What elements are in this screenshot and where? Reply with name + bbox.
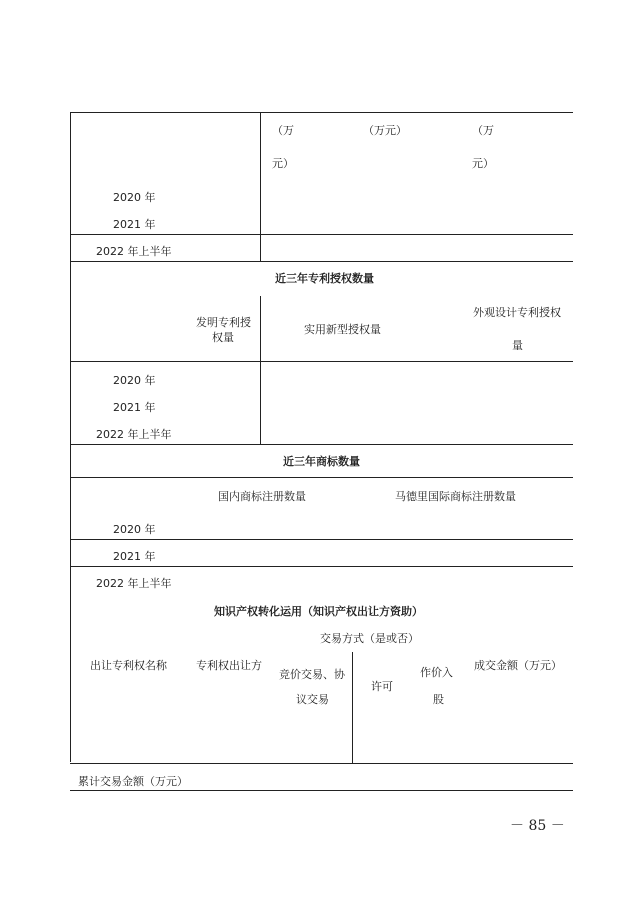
year-label: 2021 年 (113, 218, 156, 231)
row-divider (70, 477, 573, 478)
total-amount-label: 累计交易金额（万元） (78, 775, 188, 788)
table-bottom-border (70, 790, 573, 791)
row-divider (70, 444, 573, 445)
trade-mode-subtitle: 交易方式（是或否） (320, 632, 419, 645)
unit-label-wan: （万 (272, 124, 294, 137)
col-header-amount: 成交金额（万元） (474, 659, 562, 672)
unit-label-yuan: 元） (472, 157, 494, 170)
year-label: 2022 年上半年 (96, 428, 172, 441)
column-divider (352, 652, 353, 763)
row-divider (70, 361, 573, 362)
col-header-design: 量 (512, 339, 523, 352)
col-header-bidding: 竞价交易、协 (279, 668, 345, 681)
unit-label-yuan: 元） (272, 157, 294, 170)
col-header-patent-name: 出让专利权名称 (90, 659, 167, 672)
col-header-equity: 股 (433, 693, 444, 706)
col-header-equity: 作价入 (420, 666, 453, 679)
col-header-domestic: 国内商标注册数量 (218, 490, 306, 503)
col-header-utility: 实用新型授权量 (304, 323, 381, 336)
year-label: 2021 年 (113, 401, 156, 414)
unit-label-wanyuan: （万元） (363, 124, 407, 137)
col-header-madrid: 马德里国际商标注册数量 (395, 490, 516, 503)
year-label: 2021 年 (113, 550, 156, 563)
year-label: 2022 年上半年 (96, 577, 172, 590)
section-title-trademarks: 近三年商标数量 (283, 455, 360, 468)
year-label: 2020 年 (113, 191, 156, 204)
col-header-invention: 发明专利授 (196, 316, 251, 329)
row-divider (70, 539, 573, 540)
col-header-license: 许可 (371, 680, 393, 693)
column-divider (260, 112, 261, 261)
col-header-transferor: 专利权出让方 (196, 659, 262, 672)
year-label: 2020 年 (113, 374, 156, 387)
row-divider (70, 234, 573, 235)
column-divider (260, 296, 261, 444)
row-divider (70, 261, 573, 262)
unit-label-wan: （万 (472, 124, 494, 137)
table-top-border (70, 112, 573, 113)
row-divider (70, 566, 573, 567)
section-title-patents: 近三年专利授权数量 (275, 272, 374, 285)
col-header-invention: 权量 (212, 331, 234, 344)
col-header-design: 外观设计专利授权 (473, 306, 561, 319)
table-left-border (70, 112, 71, 762)
year-label: 2020 年 (113, 523, 156, 536)
row-divider (70, 763, 573, 764)
col-header-bidding: 议交易 (296, 693, 329, 706)
section-title-ip-transfer: 知识产权转化运用（知识产权出让方资助） (214, 605, 423, 618)
page-number: － 85 － (510, 818, 565, 834)
year-label: 2022 年上半年 (96, 245, 172, 258)
